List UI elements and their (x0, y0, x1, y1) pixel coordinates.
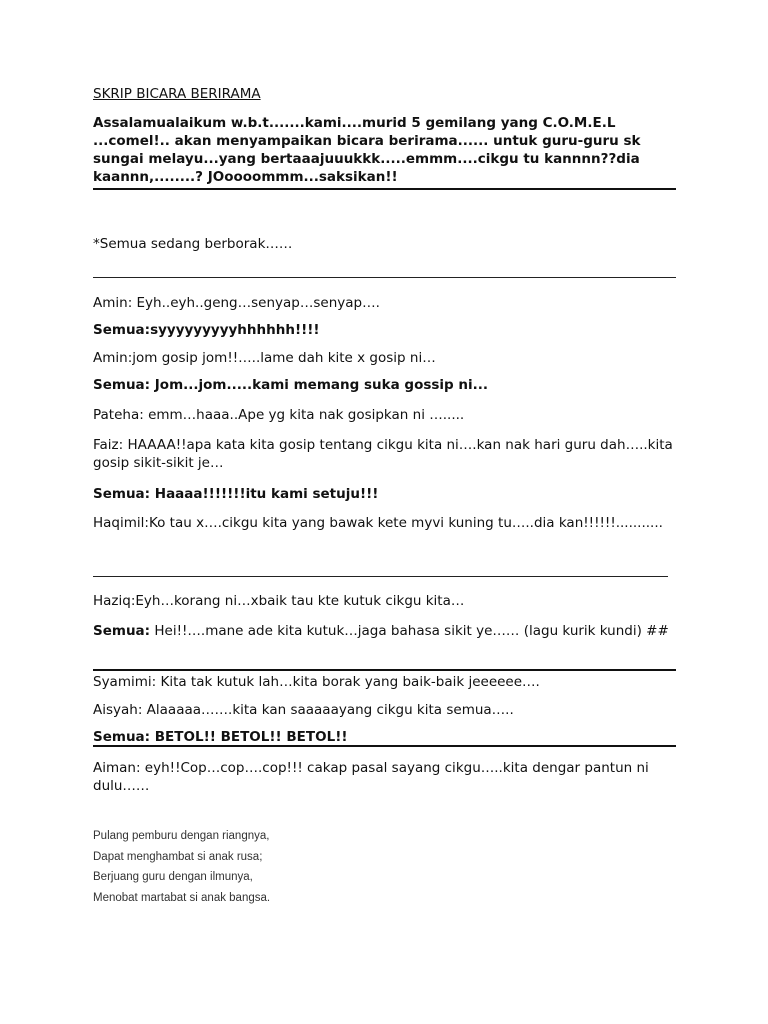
dialogue-line-semua (93, 622, 678, 640)
dialogue-text: Hei!!….mane ade kita kutuk…jaga bahasa sikit ye…… (lagu kurik kundi) ## (150, 623, 669, 639)
section-divider (93, 188, 676, 190)
dialogue-line-haqimil: Haqimil:Ko tau x….cikgu kita yang bawak kete myvi kuning tu…..dia kan!!!!!!........... (93, 515, 663, 531)
dialogue-line-syamimi: Syamimi: Kita tak kutuk lah…kita borak yang baik-baik jeeeeee…. (93, 674, 540, 690)
dialogue-line-semua: Semua: Jom...jom.....kami memang suka gossip ni... (93, 377, 489, 393)
dialogue-line-aisyah: Aisyah: Alaaaaa…….kita kan saaaaayang cikgu kita semua….. (93, 702, 514, 718)
scene-note: *Semua sedang berborak…… (93, 236, 293, 252)
poem-line: Dapat menghambat si anak rusa; (93, 850, 263, 863)
dialogue-line-amin: Amin:jom gosip jom!!…..lame dah kite x gosip ni… (93, 350, 436, 366)
dialogue-line-amin: Amin: Eyh..eyh..geng…senyap…senyap…. (93, 295, 380, 311)
poem-line: Pulang pemburu dengan riangnya, (93, 830, 270, 842)
dialogue-line-pateha: Pateha: emm…haaa..Ape yg kita nak gosipkan ni …..... (93, 407, 465, 423)
dialogue-line-haziq: Haziq:Eyh…korang ni…xbaik tau kte kutuk cikgu kita… (93, 593, 465, 609)
dialogue-line-semua: Semua: Haaaa!!!!!!!itu kami setuju!!! (93, 486, 379, 502)
intro-paragraph: Assalamualaikum w.b.t.......kami....murid 5 gemilang yang C.O.M.E.L ...comel!.. akan menyampaikan bicara berirama...... untuk guru-guru sk sungai melayu...yang bertaaajuuukkk.....emmm....cikgu tu kannnn??dia kaannn,........? JOoooommm...saksikan!! (93, 115, 641, 185)
dialogue-line-semua: Semua:syyyyyyyyyhhhhhh!!!! (93, 322, 320, 338)
document-title: SKRIP BICARA BERIRAMA (93, 86, 261, 102)
dialogue-line-aiman: Aiman: eyh!!Cop…cop….cop!!! cakap pasal sayang cikgu…..kita dengar pantun ni dulu…… (93, 760, 649, 794)
section-divider (93, 277, 676, 278)
section-divider (93, 745, 676, 747)
dialogue-line-semua: Semua: BETOL!! BETOL!! BETOL!! (93, 729, 348, 745)
poem-line: Berjuang guru dengan ilmunya, (93, 871, 253, 883)
speaker-label: Semua: (93, 623, 151, 639)
poem-line: Menobat martabat si anak bangsa. (93, 891, 271, 904)
pantun-poem (93, 826, 270, 908)
section-divider (93, 669, 676, 671)
dialogue-line-faiz: Faiz: HAAAA!!apa kata kita gosip tentang cikgu kita ni….kan nak hari guru dah…..kita gosip sikit-sikit je… (93, 437, 673, 471)
section-divider (93, 576, 668, 577)
